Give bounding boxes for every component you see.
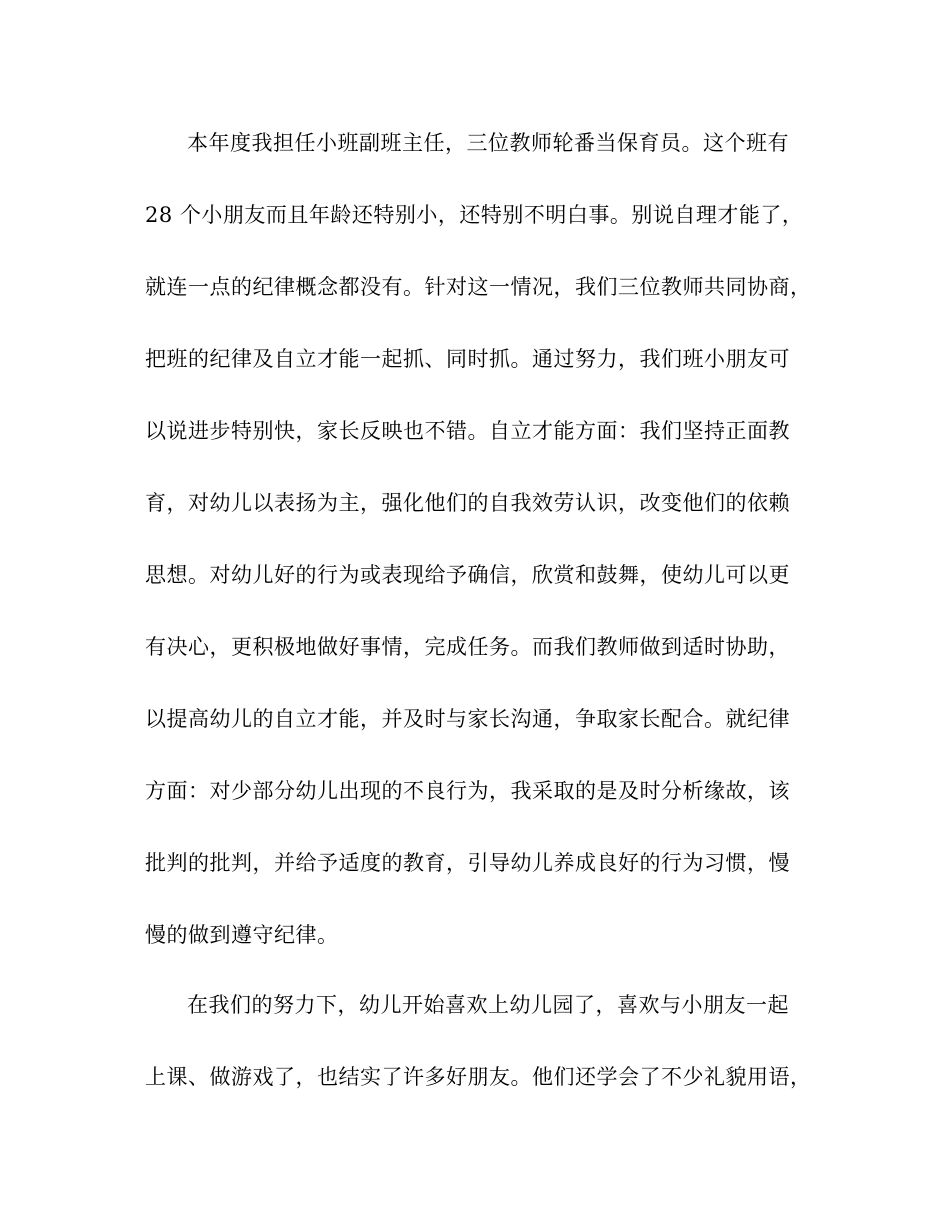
paragraph-1-line-8: 有决心，更积极地做好事情，完成任务。而我们教师做到适时协助， (145, 635, 790, 659)
paragraph-1-line-4: 把班的纪律及自立才能一起抓、同时抓。通过努力，我们班小朋友可 (145, 347, 790, 371)
paragraph-1-line-11: 批判的批判，并给予适度的教育，引导幼儿养成良好的行为习惯，慢 (145, 851, 790, 875)
paragraph-1-line-10: 方面：对少部分幼儿出现的不良行为，我采取的是及时分析缘故，该 (145, 779, 790, 803)
paragraph-1-line-1: 本年度我担任小班副班主任，三位教师轮番当保育员。这个班有 (187, 131, 789, 155)
paragraph-1-line-7: 思想。对幼儿好的行为或表现给予确信，欣赏和鼓舞，使幼儿可以更 (145, 563, 790, 587)
paragraph-1-line-2: 28 个小朋友而且年龄还特别小，还特别不明白事。别说自理才能了， (145, 203, 804, 227)
paragraph-1-line-5: 以说进步特别快，家长反映也不错。自立才能方面：我们坚持正面教 (145, 419, 790, 443)
paragraph-1-line-12: 慢的做到遵守纪律。 (145, 923, 339, 947)
paragraph-1-line-9: 以提高幼儿的自立才能，并及时与家长沟通，争取家长配合。就纪律 (145, 707, 790, 731)
paragraph-1-line-3: 就连一点的纪律概念都没有。针对这一情况，我们三位教师共同协商， (145, 275, 812, 299)
paragraph-1-line-6: 育，对幼儿以表扬为主，强化他们的自我效劳认识，改变他们的依赖 (145, 491, 790, 515)
paragraph-2-line-1: 在我们的努力下，幼儿开始喜欢上幼儿园了，喜欢与小朋友一起 (187, 993, 789, 1017)
paragraph-2-line-2: 上课、做游戏了，也结实了许多好朋友。他们还学会了不少礼貌用语， (145, 1065, 812, 1089)
